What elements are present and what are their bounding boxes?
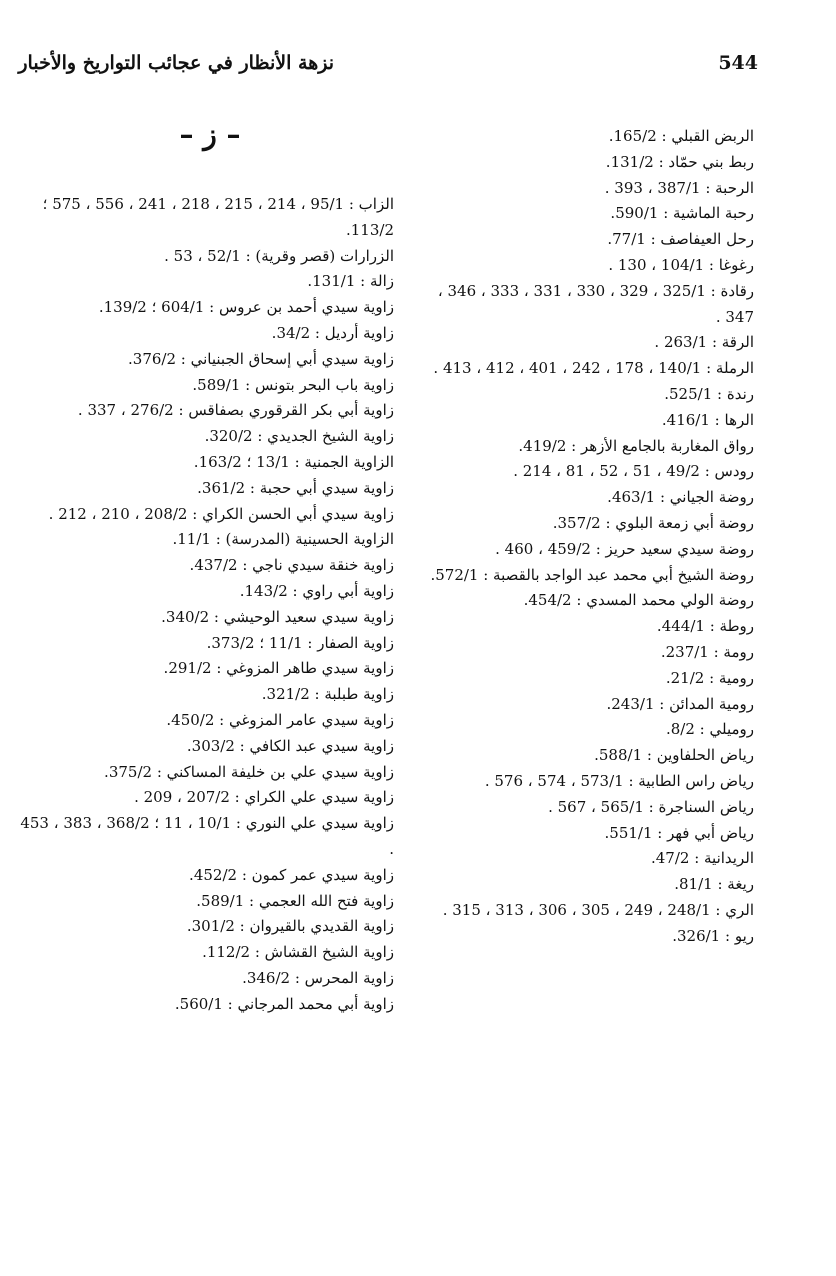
index-entry: رندة : 525/1. [664,384,754,403]
index-entry: زالة : 131/1. [307,272,394,291]
index-entry: رومية : 21/2. [665,668,754,687]
index-entry: الري : 248/1 ، 249 ، 305 ، 306 ، 313 ، 315 . [442,900,754,919]
index-entry: ريغة : 81/1. [674,875,754,894]
index-entry: زاوية الشيخ الجديدي : 320/2. [204,427,394,446]
index-entry: رحل العيفاصف : 77/1. [607,230,754,249]
index-entry: زاوية فتح الله العجمي : 589/1. [196,891,394,910]
index-entry: الربض القبلي : 165/2. [608,127,754,145]
index-entry: زاوية سيدي أبي الحسن الكراي : 208/2 ، 210 ، 212 . [48,504,394,523]
index-entry: روضة الجياني : 463/1. [607,488,754,507]
index-entry: رياض أبي فهر : 551/1. [604,823,754,842]
index-entry: ربط بني حمّاد : 131/2. [605,152,754,171]
book-title: نزهة الأنظار في عجائب التواريخ والأخبار [18,52,334,74]
index-entry: زاوية القديدي بالقيروان : 301/2. [186,917,394,936]
index-entry: زاوية سيدي عامر المزوغي : 450/2. [166,710,394,729]
index-entry: زاوية خنقة سيدي ناجي : 437/2. [189,556,394,575]
index-entry: زاوية سيدي طاهر المزوغي : 291/2. [163,659,394,678]
index-entry: رومية المدائن : 243/1. [606,694,754,713]
index-entry: رياض الحلفاوين : 588/1. [594,746,754,765]
index-entry: روطة : 444/1. [656,617,754,636]
index-entry: زاوية سيدي علي بن خليفة المساكني : 375/2. [104,762,394,781]
index-entry: زاوية سيدي عبد الكافي : 303/2. [186,736,394,755]
index-entry: الزرارات (قصر وقرية) : 52/1 ، 53 . [164,246,394,265]
index-entry: رواق المغاربة بالجامع الأزهر : 419/2. [518,436,754,455]
index-entry: الرحبة : 387/1 ، 393 . [604,178,754,197]
index-entry: رياض السناجرة : 565/1 ، 567 . [548,797,754,816]
index-entry: زاوية الصفار : 11/1 ؛ 373/2. [206,633,394,652]
index-entry: ريو : 326/1. [672,926,754,945]
index-entry: زاوية الشيخ القشاش : 112/2. [202,943,394,962]
index-entry: زاوية أبي بكر القرقوري بصفاقس : 276/2 ، 337 . [77,401,394,420]
index-entry: زاوية سيدي أحمد بن عروس : 604/1 ؛ 139/2. [98,298,394,317]
index-entry: زاوية المحرس : 346/2. [242,968,394,987]
index-entry: زاوية باب البحر بتونس : 589/1. [192,375,394,394]
index-entry: الزاب : 95/1 ، 214 ، 215 ، 218 ، 241 ، 556 ، 575 ؛ 113/2. [42,195,394,239]
index-entry: روضة سيدي سعيد حريز : 459/2 ، 460 . [495,539,754,558]
index-entry: الرها : 416/1. [661,410,754,429]
index-entry: رياض راس الطابية : 573/1 ، 574 ، 576 . [484,771,754,790]
index-entry: زاوية أرديل : 34/2. [271,323,394,342]
index-column-right [406,124,754,950]
index-entry: زاوية سيدي أبي حجبة : 361/2. [197,478,394,497]
index-entry: روضة الشيخ أبي محمد عبد الواجد بالقصبة : 572/1. [430,565,754,584]
index-column-left [12,192,394,1018]
index-entry: روميلي : 8/2. [665,720,754,739]
page-number: 544 [718,52,758,74]
index-entry: الريدانية : 47/2. [650,849,754,868]
index-entry: زاوية أبي راوي : 143/2. [239,581,394,600]
index-entry: روضة أبي زمعة البلوي : 357/2. [552,513,754,532]
index-entry: الرملة : 140/1 ، 178 ، 242 ، 401 ، 412 ، 413 . [433,359,754,378]
letter-heading: – ز – [179,118,241,151]
index-entry: زاوية سيدي عمر كمون : 452/2. [189,865,394,884]
index-entry: الزاوية الجمنية : 13/1 ؛ 163/2. [193,452,394,471]
index-entry: الرقة : 263/1 . [654,333,754,352]
index-entry: رومة : 237/1. [660,642,754,661]
index-entry: زاوية سيدي علي النوري : 10/1 ، 11 ؛ 368/2 ، 383 ، 453 . [20,814,394,858]
index-entry: زاوية سيدي أبي إسحاق الجبنياني : 376/2. [128,349,394,368]
index-entry: زاوية أبي محمد المرجاني : 560/1. [174,994,394,1013]
index-entry: رقادة : 325/1 ، 329 ، 330 ، 331 ، 333 ، 346 ، 347 . [437,281,754,326]
index-entry: رحبة الماشية : 590/1. [610,204,754,223]
index-entry: زاوية سيدي سعيد الوحيشي : 340/2. [161,607,394,626]
index-entry: زاوية طبلبة : 321/2. [261,685,394,704]
index-entry: روضة الولي محمد المسدي : 454/2. [523,591,754,610]
index-entry: رودس : 49/2 ، 51 ، 52 ، 81 ، 214 . [513,462,754,481]
index-entry: رغوغا : 104/1 ، 130 . [608,255,754,274]
index-entry: الزاوية الحسينية (المدرسة) : 11/1. [172,530,394,549]
index-entry: زاوية سيدي علي الكراي : 207/2 ، 209 . [134,788,394,807]
